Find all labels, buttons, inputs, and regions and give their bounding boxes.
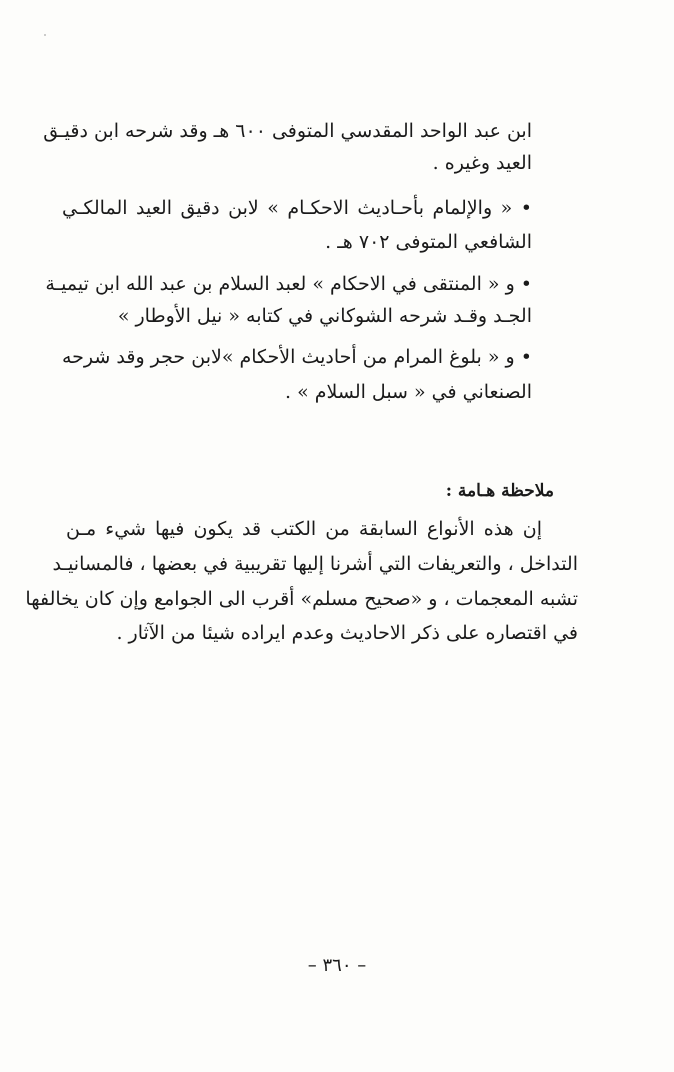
paragraph-3-line-1: • و « المنتقى في الاحكام » لعبد السلام بن عبد الله ابن تيميـة [45,273,532,295]
paragraph-2-line-1: • « والإلمام بأحـاديث الاحكـام » لابن دقيق العيد المالكـي [62,197,532,219]
page-number: – ٣٦٠ – [307,955,367,976]
paragraph-4-line-2: الصنعاني في « سبل السلام » . [285,381,532,403]
note-line-2: التداخل ، والتعريفات التي أشرنا إليها تقريبية في بعضها ، فالمسانيـد [52,553,578,575]
note-heading: ملاحظة هـامة : [445,481,554,501]
paragraph-1-line-2: العيد وغيره . [432,152,532,174]
paragraph-3-line-2: الجـد وقـد شرحه الشوكاني في كتابه « نيل الأوطار » [117,305,532,327]
paragraph-4-line-1: • و « بلوغ المرام من أحاديث الأحكام »لابن حجر وقد شرحه [62,346,532,368]
note-line-3: تشبه المعجمات ، و «صحيح مسلم» أقرب الى الجوامع وإن كان يخالفها [25,588,578,610]
paragraph-1-line-1: ابن عبد الواحد المقدسي المتوفى ٦٠٠ هـ وقد شرحه ابن دقيـق [43,120,532,142]
scan-speck [44,34,46,36]
note-line-4: في اقتصاره على ذكر الاحاديث وعدم ايراده شيئا من الآثار . [116,622,578,644]
note-line-1: إن هذه الأنواع السابقة من الكتب قد يكون فيها شيء مـن [66,518,542,540]
paragraph-2-line-2: الشافعي المتوفى ٧٠٢ هـ . [325,231,532,253]
